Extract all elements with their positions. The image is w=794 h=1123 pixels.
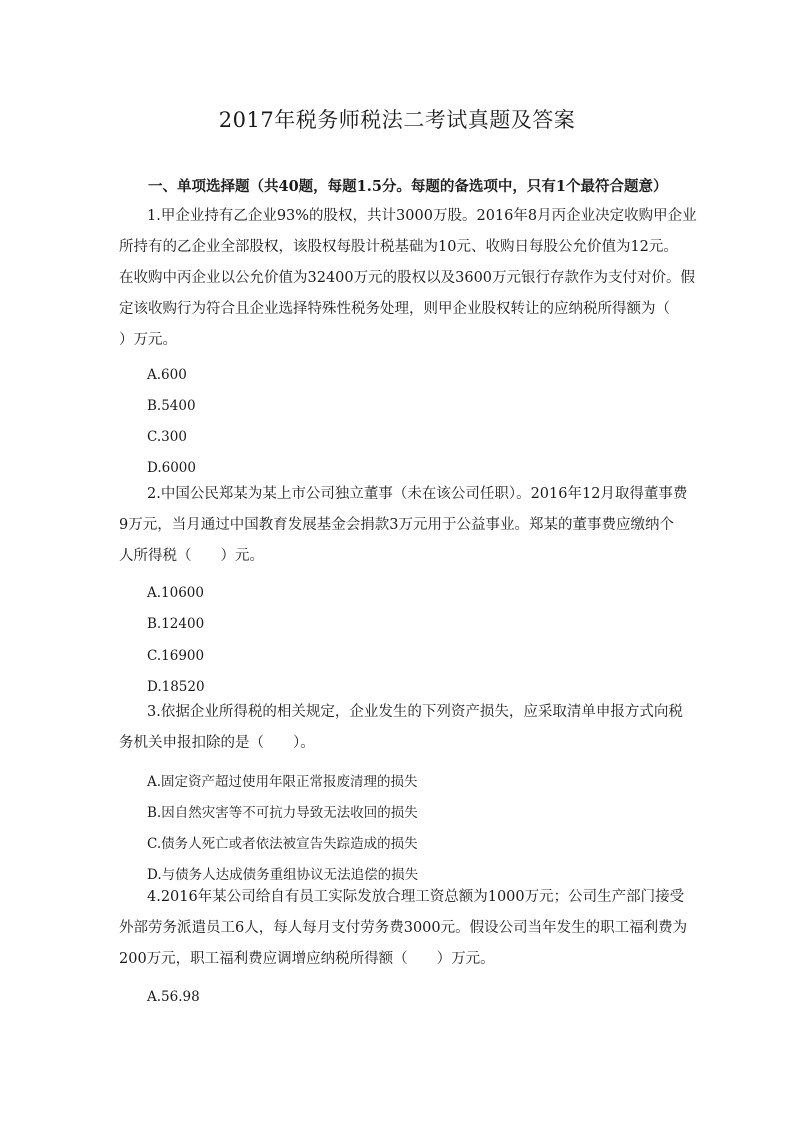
question-3-option-b: B.因自然灾害等不可抗力导致无法收回的损失	[147, 805, 418, 821]
question-2-option-d: D.18520	[147, 679, 205, 695]
question-2-option-b: B.12400	[147, 616, 205, 632]
document-title: 2017年税务师税法二考试真题及答案	[218, 108, 576, 132]
question-line: 外部劳务派遣员工6人，每人每月支付劳务费3000元。假设公司当年发生的职工福利费为	[119, 920, 688, 936]
question-1-option-d: D.6000	[147, 460, 196, 476]
question-line: 务机关申报扣除的是（ ）。	[119, 735, 315, 751]
question-line: 4.2016年某公司给自有员工实际发放合理工资总额为1000万元；公司生产部门接受	[147, 889, 685, 905]
question-2-option-a: A.10600	[147, 585, 204, 601]
question-line: 所持有的乙企业全部股权，该股权每股计税基础为10元、收购日每股公允价值为12元。	[119, 239, 678, 255]
question-line: 200万元，职工福利费应调增应纳税所得额（ ）万元。	[119, 951, 495, 967]
question-line: 3.依据企业所得税的相关规定，企业发生的下列资产损失，应采取清单申报方式向税	[147, 704, 683, 720]
question-line: 定该收购行为符合且企业选择特殊性税务处理，则甲企业股权转让的应纳税所得额为（	[119, 301, 670, 317]
question-3-option-c: C.债务人死亡或者依法被宣告失踪造成的损失	[147, 836, 418, 852]
question-4-text	[119, 882, 688, 975]
question-line: 2.中国公民郑某为某上市公司独立董事（未在该公司任职）。2016年12月取得董事费	[147, 486, 688, 502]
section-heading: 一、单项选择题（共40题，每题1.5分。每题的备选项中，只有1个最符合题意）	[148, 178, 668, 195]
question-3-text	[119, 697, 683, 759]
question-line: 人所得税（ ）元。	[119, 548, 264, 564]
question-1-option-c: C.300	[147, 429, 187, 445]
question-line: 9万元，当月通过中国教育发展基金会捐款3万元用于公益事业。郑某的董事费应缴纳个	[119, 517, 674, 533]
question-1-option-a: A.600	[147, 367, 187, 383]
question-3-option-a: A.固定资产超过使用年限正常报废清理的损失	[147, 774, 418, 790]
question-4-option-a: A.56.98	[147, 989, 200, 1005]
question-line: 在收购中丙企业以公允价值为32400万元的股权以及3600万元银行存款作为支付对价。假	[119, 270, 696, 286]
question-3-option-d: D.与债务人达成债务重组协议无法追偿的损失	[147, 867, 419, 883]
question-line: ）万元。	[119, 332, 177, 348]
question-1-text	[119, 201, 697, 356]
question-2-text	[119, 479, 688, 572]
question-line: 1.甲企业持有乙企业93%的股权，共计3000万股。2016年8月丙企业决定收购甲企业	[147, 208, 697, 224]
question-2-option-c: C.16900	[147, 648, 205, 664]
question-1-option-b: B.5400	[147, 398, 196, 414]
